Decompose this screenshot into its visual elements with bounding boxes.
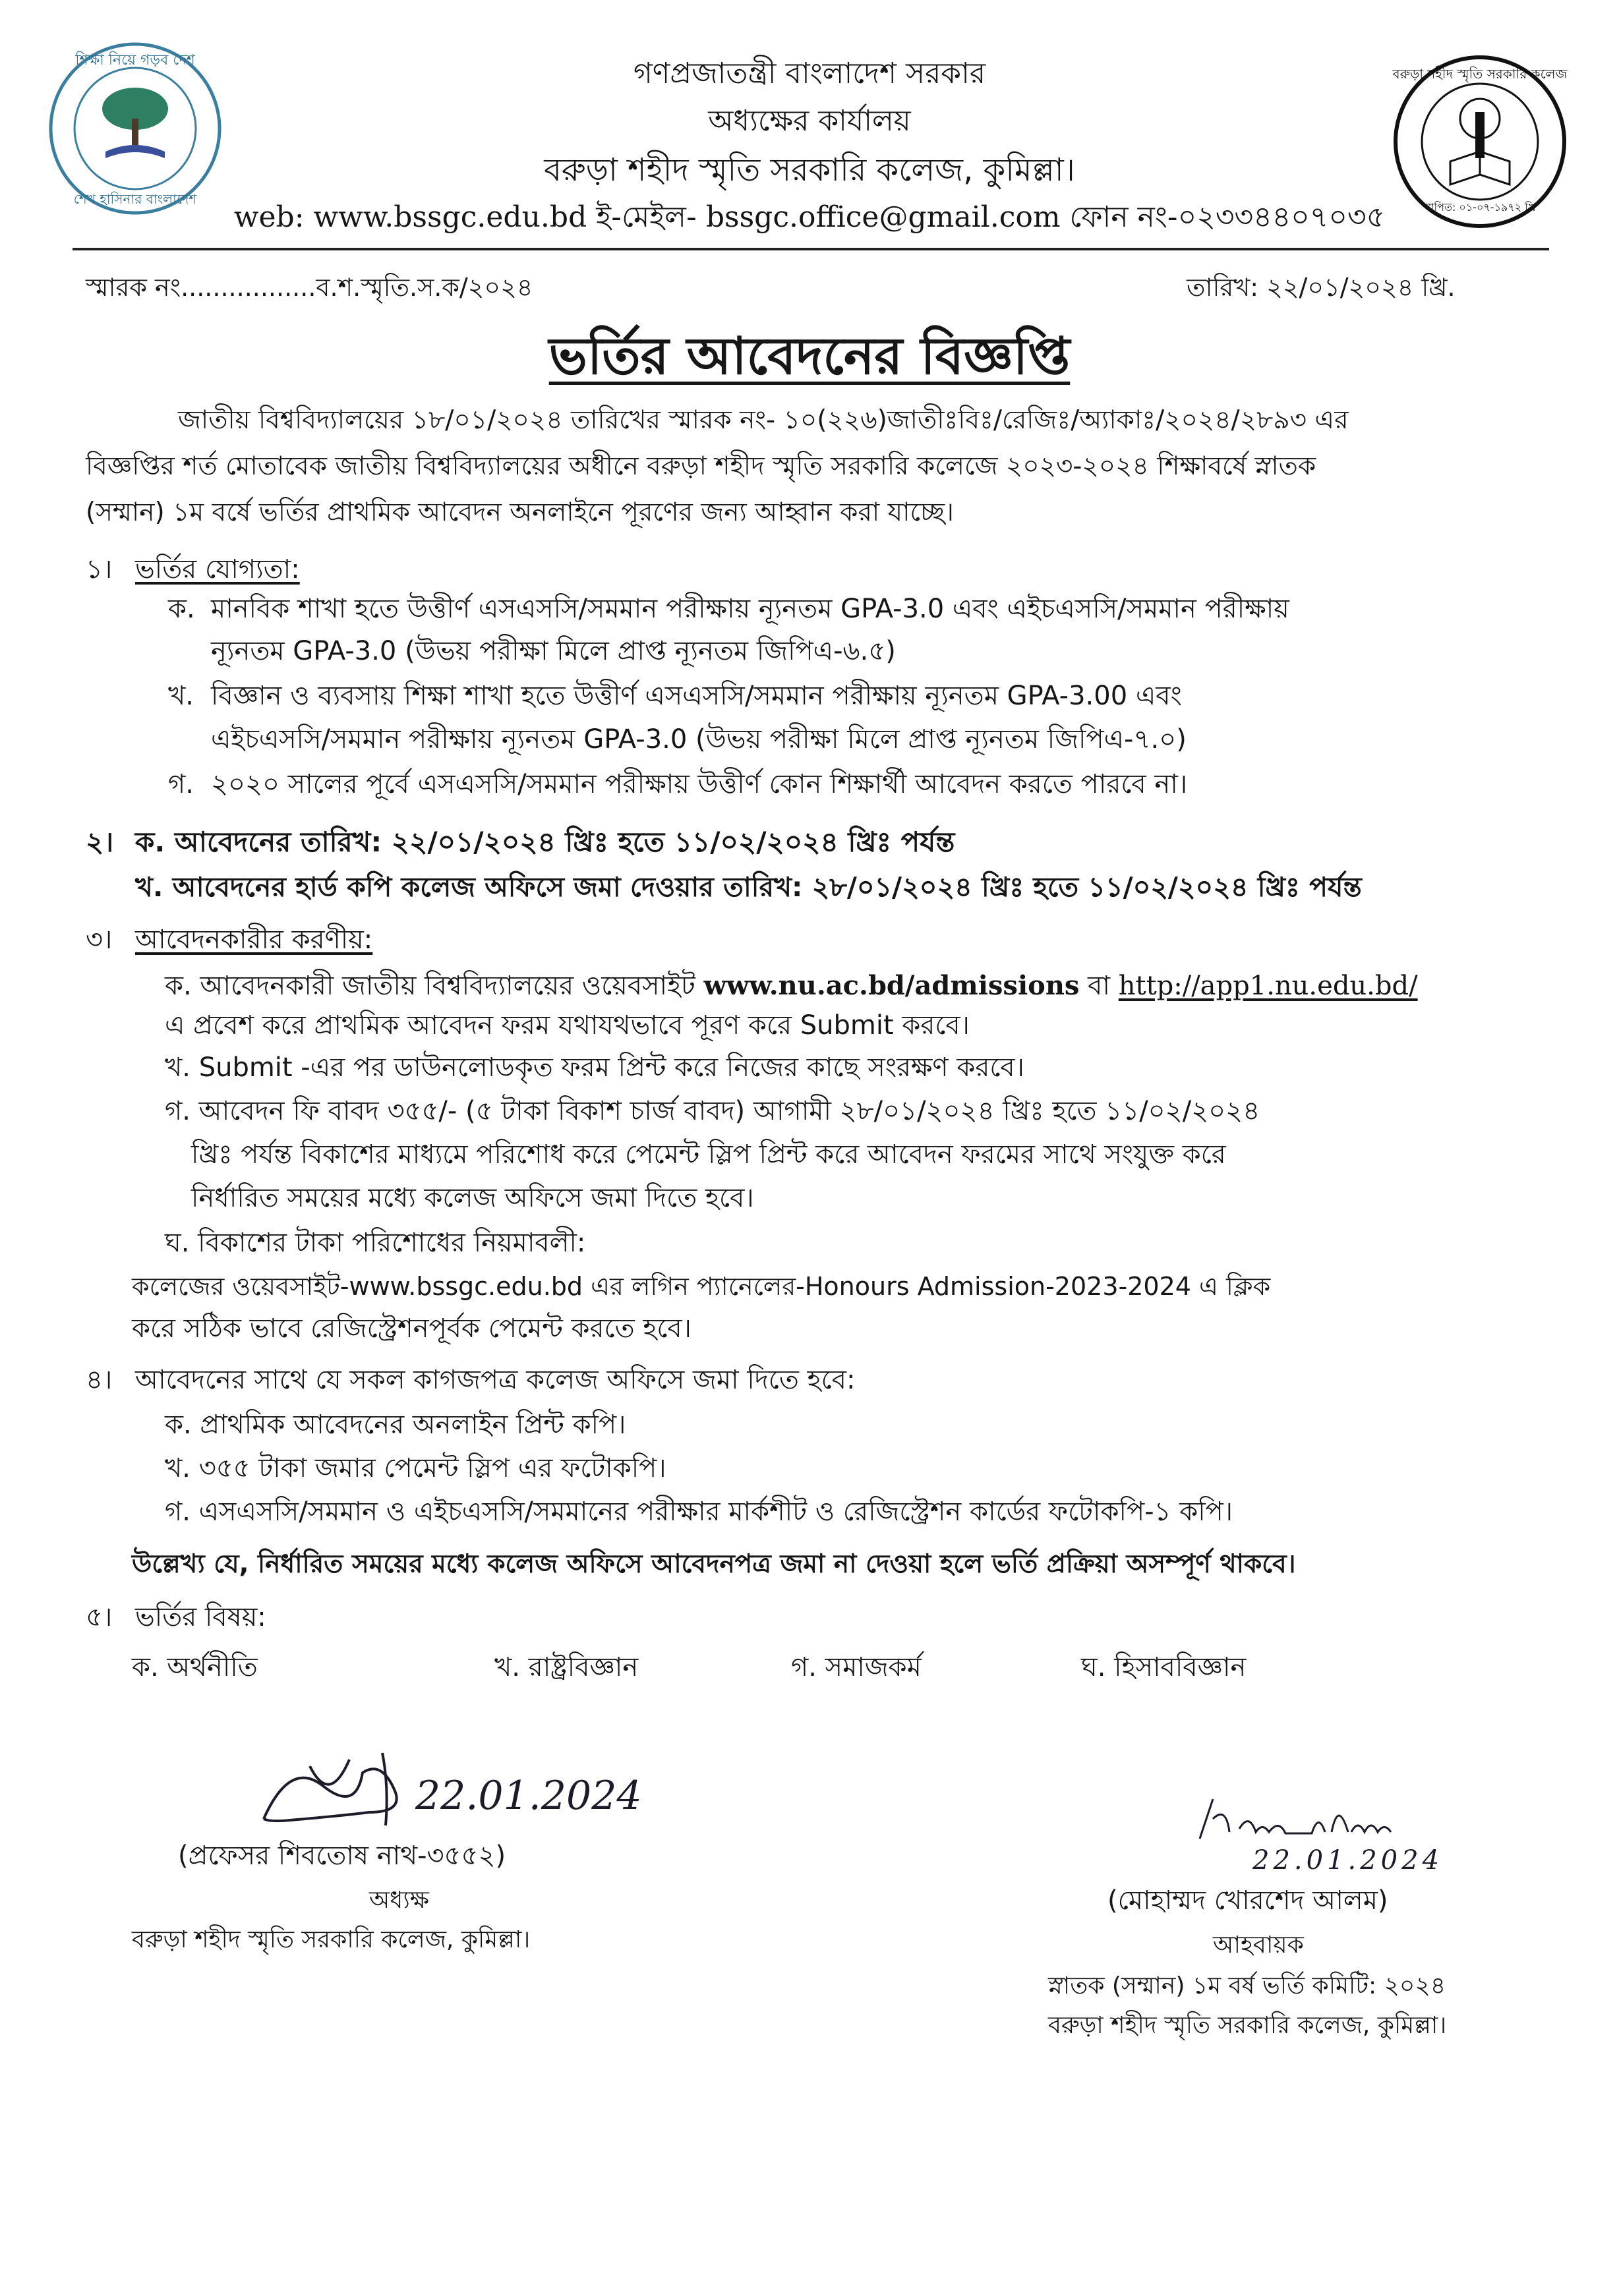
signature-right-date: 22.01.2024 [1252,1845,1444,1876]
s3-gha-line-3: করে সঠিক ভাবে রেজিস্ট্রেশনপূর্বক পেমেন্ট করতে হবে। [132,1313,692,1344]
subject-social-work: গ. সমাজকর্ম [791,1652,922,1682]
s2-hardcopy-date: খ. আবেদনের হার্ড কপি কলেজ অফিসে জমা দেওয়ার তারিখ: ২৮/০১/২০২৪ খ্রিঃ হতে ১১/০২/২০২৪ খ্রিঃ পর্যন্ত [135,871,1362,903]
signatory-left-name: (প্রফেসর শিবতোষ নাথ-৩৫৫২) [178,1841,506,1871]
memo-date: তারিখ: ২২/০১/২০২৪ খ্রি. [1187,273,1456,302]
section-3-heading: আবেদনকারীর করণীয়: [135,925,373,955]
intro-line-3: (সম্মান) ১ম বর্ষে ভর্তির প্রাথমিক আবেদন অনলাইনে পূরণের জন্য আহ্বান করা যাচ্ছে। [86,498,954,527]
header-divider [73,248,1549,250]
s1-ga-label: গ. [168,769,194,799]
contact-line [0,195,1619,243]
right-logo-est: স্থাপিত: ০১-০৭-১৯৭২ খ্রি [1424,201,1536,214]
s1-ga-line-1: ২০২০ সালের পূর্বে এসএসসি/সমমান পরীক্ষায় উত্তীর্ণ কোন শিক্ষার্থী আবেদন করতে পারবে না। [211,769,1188,799]
right-logo [1391,53,1569,231]
subject-accounting: ঘ. হিসাববিজ্ঞান [1081,1652,1247,1682]
signatory-left-title: অধ্যক্ষ [369,1887,429,1914]
subject-economics: ক. অর্থনীতি [132,1652,258,1682]
s3-ga-line-3: নির্ধারিত সময়ের মধ্যে কলেজ অফিসে জমা দিতে হবে। [191,1183,754,1213]
web-address: web: www.bssgc.edu.bd [233,200,597,234]
section-5-heading: ভর্তির বিষয়: [135,1602,266,1632]
nu-admission-site: www.nu.ac.bd/admissions [703,970,1080,1001]
s3-ka-text: ক. আবেদনকারী জাতীয় বিশ্ববিদ্যালয়ের ওয়েবসাইট [165,971,704,1001]
gov-title: গণপ্রজাতন্ত্রী বাংলাদেশ সরকার [633,57,986,90]
subject-political-science: খ. রাষ্ট্রবিজ্ঞান [494,1652,639,1682]
s3-ga-line-1: গ. আবেদন ফি বাবদ ৩৫৫/- (৫ টাকা বিকাশ চার্জ বাবদ) আগামী ২৮/০১/২০২৪ খ্রিঃ হতে ১১/০২/২০২৪ [165,1096,1260,1126]
signatory-left-org: বরুড়া শহীদ স্মৃতি সরকারি কলেজ, কুমিল্লা। [132,1926,531,1953]
s3-ga-line-2: খ্রিঃ পর্যন্ত বিকাশের মাধ্যমে পরিশোধ করে পেমেন্ট স্লিপ প্রিন্ট করে আবেদন ফরমের সাথে সংযুক্ত করে [191,1139,1226,1170]
email-address: bssgc.office@gmail.com [705,200,1061,234]
signature-right-text [1206,1806,1411,1836]
left-logo-text-top: শিক্ষা নিয়ে গড়ব দেশ [75,52,195,69]
s3-gha: ঘ. বিকাশের টাকা পরিশোধের নিয়মাবলী: [165,1228,586,1258]
signatory-right-title: আহবায়ক [1213,1932,1304,1959]
phone-number: ফোন নং-০২৩৩৪৪০৭০৩৫ [1060,200,1386,234]
s3-ka-line-2: এ প্রবেশ করে প্রাথমিক আবেদন ফরম যথাযথভাবে পূরণ করে Submit করবে। [165,1010,970,1041]
s1-kha-line-2: এইচএসসি/সমমান পরীক্ষায় ন্যূনতম GPA-3.0 (উভয় পরীক্ষা মিলে প্রাপ্ত ন্যূনতম জিপিএ-৭.০) [211,724,1187,755]
nu-app-link[interactable]: http://app1.nu.edu.bd/ [1118,971,1418,1001]
signatory-right-org: বরুড়া শহীদ স্মৃতি সরকারি কলেজ, কুমিল্লা। [1048,2012,1447,2039]
s3-ka-or: বা [1079,971,1119,1001]
s4-kha: খ. ৩৫৫ টাকা জমার পেমেন্ট স্লিপ এর ফটোকপি। [165,1453,666,1483]
s3-gha-line-2: কলেজের ওয়েবসাইট-www.bssgc.edu.bd এর লগিন প্যানেলের-Honours Admission-2023-2024 এ ক্লিক [132,1272,1271,1301]
section-4-heading: আবেদনের সাথে যে সকল কাগজপত্র কলেজ অফিসে জমা দিতে হবে: [135,1365,856,1395]
section-5-number: ৫। [86,1602,113,1632]
s3-ka-line-1 [165,969,1418,1003]
signature-left-date: 22.01.2024 [415,1773,642,1819]
signatory-right-committee: স্নাতক (সম্মান) ১ম বর্ষ ভর্তি কমিটি: ২০২৪ [1048,1972,1446,1999]
signatory-right-name: (মোহাম্মদ খোরশেদ আলম) [1107,1885,1388,1916]
s4-ga: গ. এসএসসি/সমমান ও এইচএসসি/সমমানের পরীক্ষার মার্কশীট ও রেজিস্ট্রেশন কার্ডের ফটোকপি-১ কপি। [165,1497,1233,1527]
office-title: অধ্যক্ষের কার্যালয় [708,104,911,138]
notice-title: ভর্তির আবেদনের বিজ্ঞপ্তি [548,327,1071,386]
email-label: ই-মেইল- [596,200,706,234]
section-2-number: ২। [86,826,114,858]
s1-ka-label: ক. [168,594,195,624]
intro-line-1: জাতীয় বিশ্ববিদ্যালয়ের ১৮/০১/২০২৪ তারিখের স্মারক নং- ১০(২২৬)জাতীঃবিঃ/রেজিঃ/অ্যাকাঃ/২০২৪/২৮৯৩ এর [178,405,1349,435]
book-icon [1450,99,1510,185]
s4-note: উল্লেখ্য যে, নির্ধারিত সময়ের মধ্যে কলেজ অফিসে আবেদনপত্র জমা না দেওয়া হলে ভর্তি প্রক্রিয়া অসম্পূর্ণ থাকবে। [132,1549,1296,1579]
s4-ka: ক. প্রাথমিক আবেদনের অনলাইন প্রিন্ট কপি। [165,1410,626,1440]
signature-left-text [290,1779,352,1810]
memo-ref: স্মারক নং.................ব.শ.স্মৃতি.স.ক/২০২৪ [86,273,533,302]
s3-kha: খ. Submit -এর পর ডাউনলোডকৃত ফরম প্রিন্ট করে নিজের কাছে সংরক্ষণ করবে। [165,1052,1024,1083]
section-3-number: ৩। [86,925,113,955]
s1-kha-line-1: বিজ্ঞান ও ব্যবসায় শিক্ষা শাখা হতে উত্তীর্ণ এসএসসি/সমমান পরীক্ষায় ন্যূনতম GPA-3.00 এবং [211,681,1182,711]
s1-ka-line-1: মানবিক শাখা হতে উত্তীর্ণ এসএসসি/সমমান পরীক্ষায় ন্যূনতম GPA-3.0 এবং এইচএসসি/সমমান পরীক্ষায় [211,594,1289,624]
left-logo-text-bottom: শেখ হাসিনার বাংলাদেশ [73,191,197,207]
s1-ka-line-2: ন্যূনতম GPA-3.0 (উভয় পরীক্ষা মিলে প্রাপ্ত ন্যূনতম জিপিএ-৬.৫) [211,636,896,666]
intro-line-2: বিজ্ঞপ্তির শর্ত মোতাবেক জাতীয় বিশ্ববিদ্যালয়ের অধীনে বরুড়া শহীদ স্মৃতি সরকারি কলেজে ২০২৩-২০২৪ শিক্ষাবর্ষে স্নাতক [86,451,1316,481]
section-4-number: ৪। [86,1365,113,1395]
right-logo-text: বরুড়া শহীদ স্মৃতি সরকারি কলেজ [1392,66,1568,82]
s1-kha-label: খ. [168,681,194,711]
college-name: বরুড়া শহীদ স্মৃতি সরকারি কলেজ, কুমিল্লা। [544,152,1075,188]
section-1-number: ১। [86,554,113,585]
s2-application-date: ক. আবেদনের তারিখ: ২২/০১/২০২৪ খ্রিঃ হতে ১১/০২/২০২৪ খ্রিঃ পর্যন্ত [135,826,955,858]
section-1-heading: ভর্তির যোগ্যতা: [135,554,300,585]
